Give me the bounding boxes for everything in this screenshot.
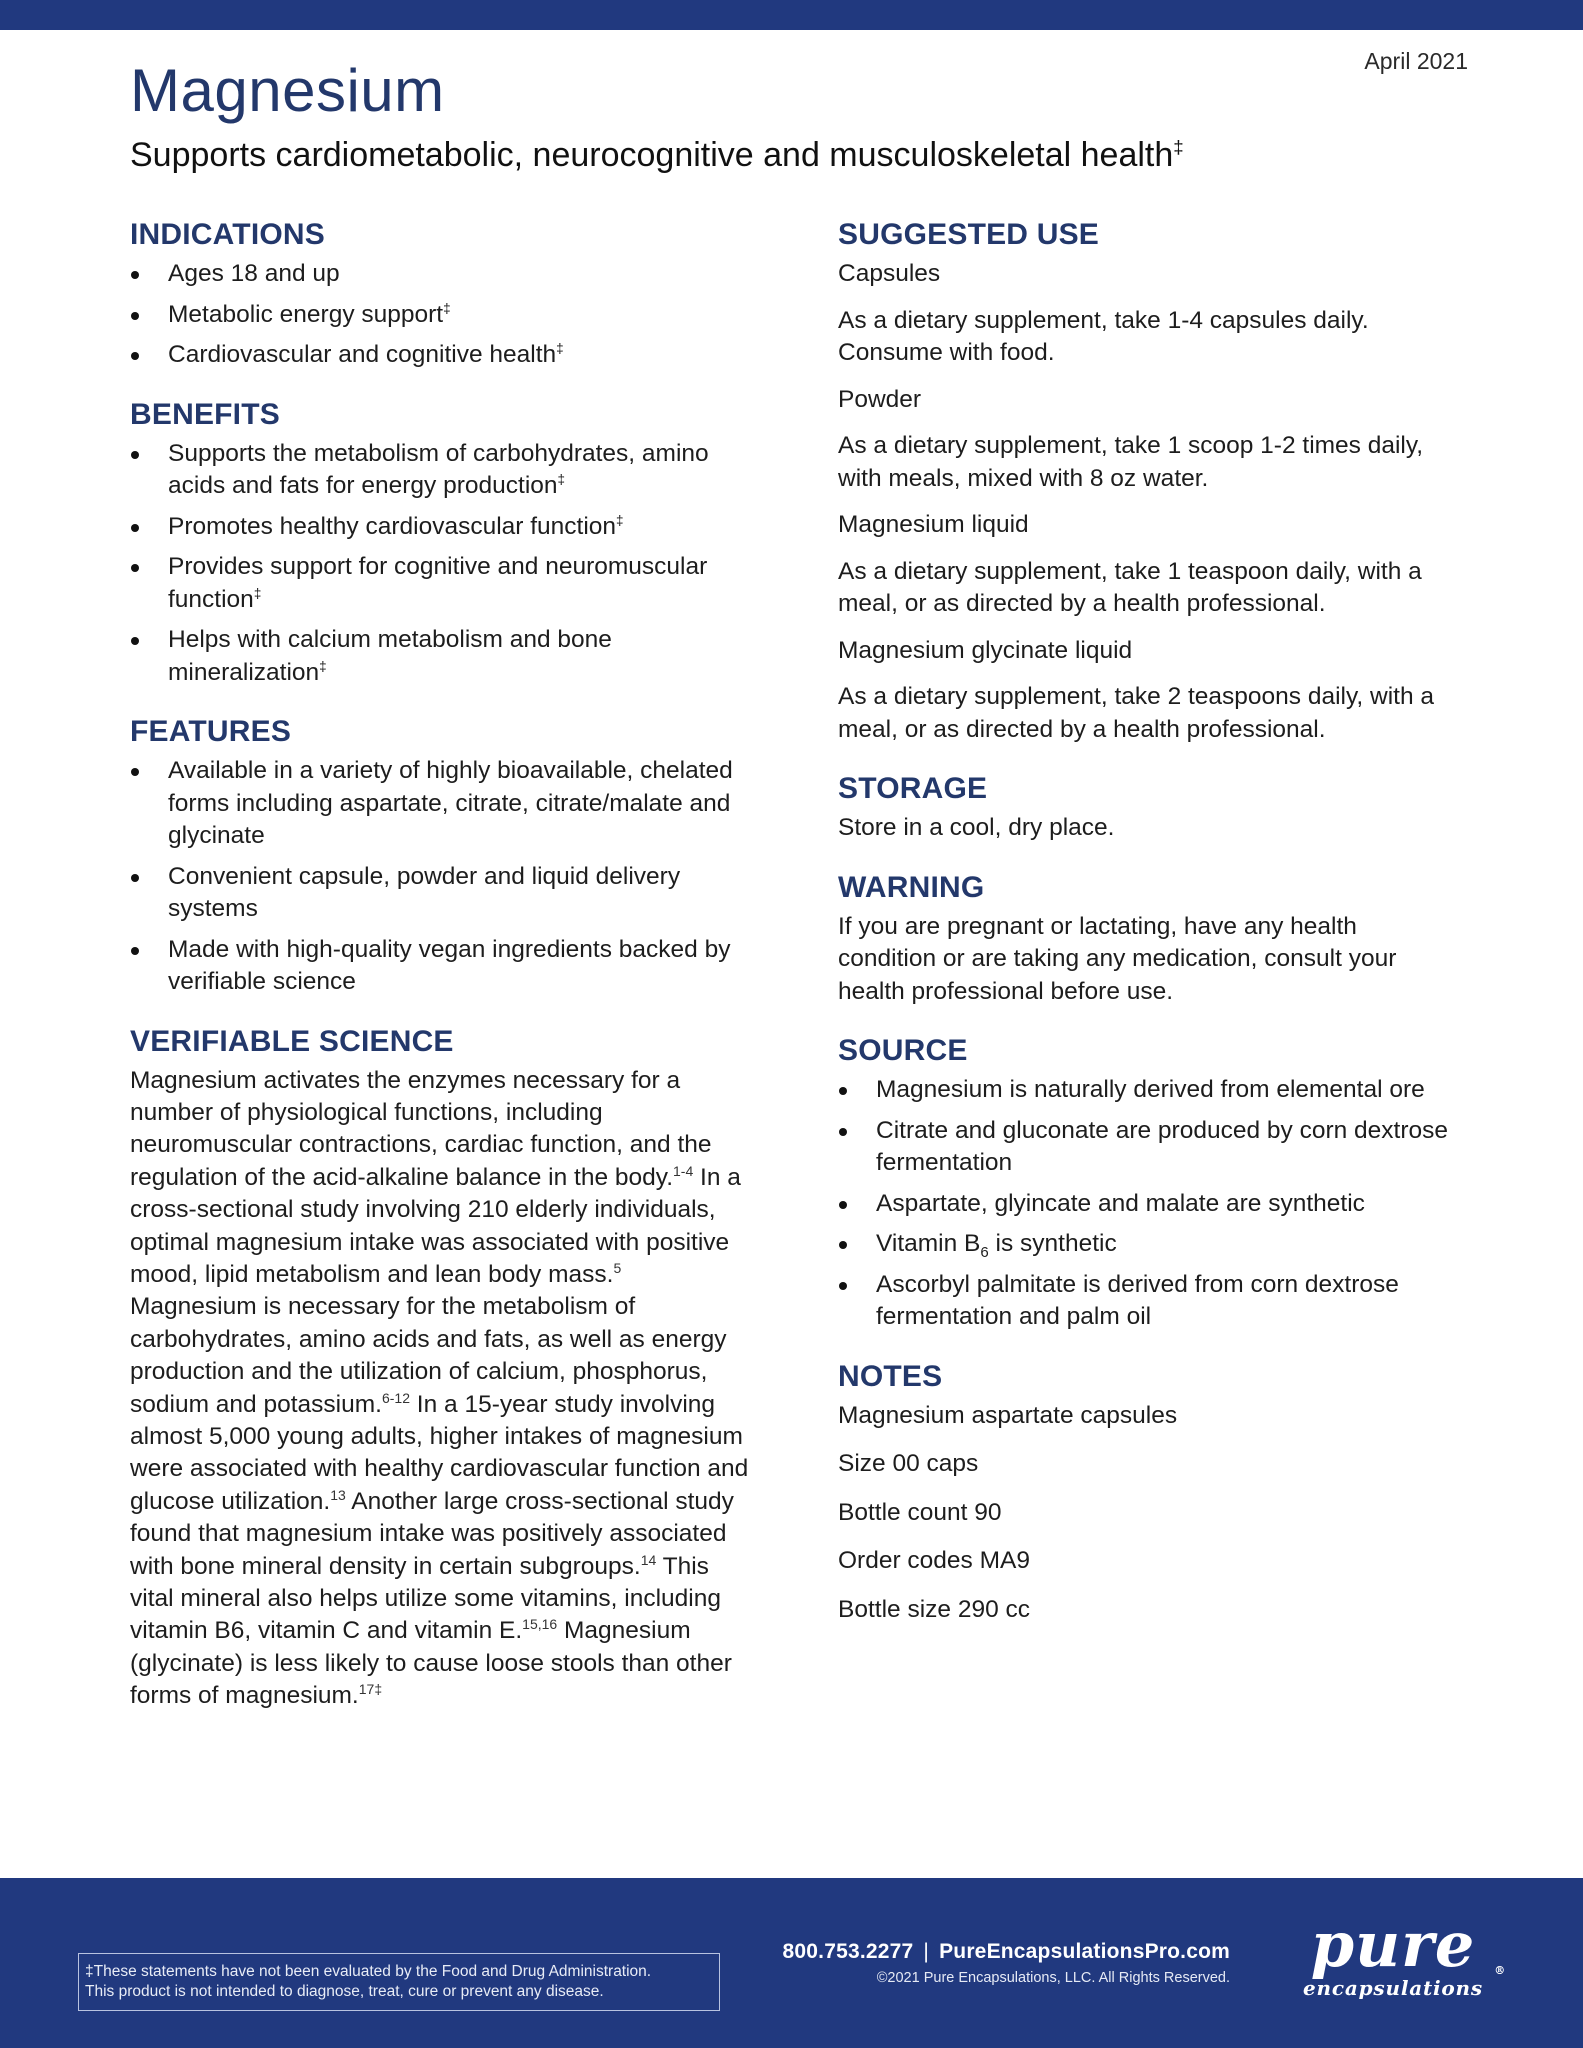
list-item-text: Supports the metabolism of carbohydrates, amino acids and fats for energy production <box>168 439 709 499</box>
website-link[interactable]: PureEncapsulationsPro.com <box>939 1940 1230 1963</box>
note-item: Size 00 caps <box>838 1450 979 1477</box>
list-item <box>130 934 750 999</box>
contact-info <box>770 1940 1230 1986</box>
registered-mark-icon: ® <box>1494 1964 1506 1977</box>
list-item-text: Helps with calcium metabolism and bone mineralization <box>168 626 612 686</box>
disclaimer-line: This product is not intended to diagnose, treat, cure or prevent any disease. <box>85 1983 604 2000</box>
bullet-icon <box>131 271 139 279</box>
dosage-text: As a dietary supplement, take 1-4 capsules daily. Consume with food. <box>838 306 1369 366</box>
bullet-icon <box>131 312 139 320</box>
citation-ref: 17‡ <box>358 1681 383 1698</box>
features-list <box>130 755 750 999</box>
logo-word-pure: pure <box>1310 1908 1476 1981</box>
separator: | <box>923 1940 930 1963</box>
science-paragraph <box>130 1065 750 1713</box>
list-item-text: Cardiovascular and cognitive health <box>168 341 557 368</box>
footer <box>0 1878 1583 2048</box>
source-list <box>838 1074 1458 1334</box>
benefits-section <box>130 398 750 690</box>
list-item-text: Aspartate, glyincate and malate are synthetic <box>876 1189 1365 1217</box>
list-item-text: Ages 18 and up <box>168 260 340 287</box>
disclaimer-line: ‡These statements have not been evaluated by the Food and Drug Administration. <box>85 1963 652 1980</box>
list-item <box>838 1269 1458 1334</box>
science-text: Another large cross-sectional study found that magnesium intake was positively associated with bone mineral density in certain subgroups. <box>130 1487 734 1580</box>
bullet-icon <box>131 947 139 955</box>
features-heading: FEATURES <box>130 715 292 748</box>
list-item-text: Metabolic energy support <box>168 300 444 328</box>
list-item <box>130 755 750 853</box>
page-subtitle <box>130 136 1184 175</box>
list-item <box>130 624 750 689</box>
citation-ref: 13 <box>330 1486 346 1503</box>
indications-heading: INDICATIONS <box>130 218 325 251</box>
list-item-text: Made with high-quality vegan ingredients backed by verifiable science <box>168 935 731 995</box>
brand-logo <box>1278 1908 1508 2000</box>
form-label: Magnesium glycinate liquid <box>838 636 1133 664</box>
list-item <box>130 551 750 616</box>
list-item-text: Available in a variety of highly bioavailable, chelated forms including aspartate, citrate, citrate/malate and glycinate <box>168 757 733 849</box>
logo-word-encapsulations <box>1278 1964 1508 2000</box>
bullet-icon <box>839 1282 847 1290</box>
storage-text: Store in a cool, dry place. <box>838 814 1115 841</box>
notes-section <box>838 1360 1458 1627</box>
bullet-icon <box>131 564 139 572</box>
bullet-icon <box>131 352 139 360</box>
subtitle-text: Supports cardiometabolic, neurocognitive and musculoskeletal health <box>130 136 1174 174</box>
bullet-icon <box>131 874 139 882</box>
form-label: Magnesium liquid <box>838 511 1029 538</box>
list-item-text: is synthetic <box>988 1230 1117 1257</box>
list-item <box>838 1074 1458 1107</box>
bullet-icon <box>131 637 139 645</box>
suggested-use-heading: SUGGESTED USE <box>838 218 1099 251</box>
left-column <box>130 218 750 1739</box>
citation-ref: 1-4 <box>673 1162 694 1179</box>
bullet-icon <box>839 1201 847 1209</box>
science-text: Magnesium is necessary for the metabolism of carbohydrates, amino acids and fats, as well as energy production and the utilization of calcium, phosphorus, sodium and potassium. <box>130 1293 727 1418</box>
bullet-icon <box>131 451 139 459</box>
verifiable-science-section <box>130 1025 750 1713</box>
bullet-icon <box>839 1128 847 1136</box>
list-item <box>130 258 750 291</box>
citation-ref: 5 <box>613 1259 622 1276</box>
suggested-use-section <box>838 218 1458 746</box>
citation-ref: 15,16 <box>522 1616 558 1633</box>
publication-date: April 2021 <box>1364 48 1468 74</box>
list-item <box>130 861 750 926</box>
storage-section <box>838 772 1458 845</box>
storage-heading: STORAGE <box>838 772 988 805</box>
bullet-icon <box>131 524 139 532</box>
dosage-text: As a dietary supplement, take 1 teaspoon daily, with a meal, or as directed by a health professional. <box>838 557 1422 617</box>
list-item <box>838 1115 1458 1180</box>
copyright: ©2021 Pure Encapsulations, LLC. All Rights Reserved. <box>876 1970 1230 1986</box>
list-item-text: Magnesium is naturally derived from elemental ore <box>876 1076 1425 1103</box>
list-item-text: Vitamin B <box>876 1230 981 1257</box>
top-brand-bar <box>0 0 1583 30</box>
note-item: Bottle count 90 <box>838 1498 1002 1526</box>
benefits-heading: BENEFITS <box>130 397 280 431</box>
indications-section <box>130 218 750 372</box>
list-item-text: Ascorbyl palmitate is derived from corn dextrose fermentation and palm oil <box>876 1270 1399 1330</box>
notes-heading: NOTES <box>838 1359 943 1393</box>
dagger-mark: ‡ <box>1173 136 1184 158</box>
fda-disclaimer <box>78 1953 720 2011</box>
note-item: Bottle size 290 cc <box>838 1595 1031 1623</box>
warning-text: If you are pregnant or lactating, have any health condition or are taking any medication, consult your health professional before use. <box>838 912 1397 1005</box>
list-item-text: Promotes healthy cardiovascular function <box>168 512 617 540</box>
list-item <box>130 438 750 503</box>
note-item: Order codes MA9 <box>838 1547 1030 1574</box>
right-column <box>838 218 1458 1652</box>
list-item <box>130 299 750 332</box>
dosage-text: As a dietary supplement, take 1 scoop 1-2 times daily, with meals, mixed with 8 oz water. <box>838 432 1424 492</box>
list-item-text: Convenient capsule, powder and liquid delivery systems <box>168 862 681 922</box>
science-text: Magnesium activates the enzymes necessary for a number of physiological functions, including neuromuscular contractions, cardiac function, and the regulation of the acid-alkaline balance in the body. <box>130 1066 712 1191</box>
list-item <box>130 339 750 372</box>
citation-ref: 6-12 <box>381 1389 410 1406</box>
dagger-mark: ‡ <box>443 300 451 316</box>
science-text: This vital mineral also helps utilize some vitamins, including vitamin B6, vitamin C and vitamin E. <box>130 1552 721 1645</box>
features-section <box>130 715 750 999</box>
science-text: Magnesium (glycinate) is less likely to cause loose stools than other forms of magnesium. <box>130 1617 732 1710</box>
citation-ref: 14 <box>640 1551 657 1568</box>
source-section <box>838 1034 1458 1334</box>
science-text: In a 15-year study involving almost 5,000 young adults, higher intakes of magnesium were associated with healthy cardiovascular function and glucose utilization. <box>130 1390 749 1515</box>
dagger-mark: ‡ <box>557 471 566 487</box>
phone-number[interactable]: 800.753.2277 <box>782 1940 914 1963</box>
list-item-text: Provides support for cognitive and neuromuscular function <box>168 553 708 613</box>
form-label: Capsules <box>838 260 941 287</box>
logo-text: encapsulations <box>1303 1976 1483 2000</box>
form-label: Powder <box>838 385 922 413</box>
dagger-mark: ‡ <box>253 585 262 601</box>
warning-heading: WARNING <box>838 870 985 904</box>
list-item <box>838 1228 1458 1261</box>
note-item: Magnesium aspartate capsules <box>838 1401 1178 1429</box>
dagger-mark: ‡ <box>319 658 327 674</box>
contact-line <box>770 1940 1230 1964</box>
dagger-mark: ‡ <box>616 512 624 528</box>
benefits-list <box>130 438 750 690</box>
list-item <box>130 511 750 544</box>
bullet-icon <box>839 1241 847 1249</box>
science-heading: VERIFIABLE SCIENCE <box>130 1024 454 1058</box>
list-item-text: Citrate and gluconate are produced by corn dextrose fermentation <box>876 1116 1449 1176</box>
bullet-icon <box>839 1087 847 1095</box>
dagger-mark: ‡ <box>556 340 564 356</box>
list-item <box>838 1188 1458 1221</box>
page-title: Magnesium <box>130 57 445 124</box>
warning-section <box>838 871 1458 1009</box>
indications-list <box>130 258 750 372</box>
source-heading: SOURCE <box>838 1034 968 1067</box>
bullet-icon <box>131 768 139 776</box>
science-text: In a cross-sectional study involving 210 elderly individuals, optimal magnesium intake was associated with positive mood, lipid metabolism and lean body mass. <box>130 1163 741 1288</box>
dosage-text: As a dietary supplement, take 2 teaspoons daily, with a meal, or as directed by a health professional. <box>838 683 1435 743</box>
subscript: 6 <box>980 1243 989 1261</box>
